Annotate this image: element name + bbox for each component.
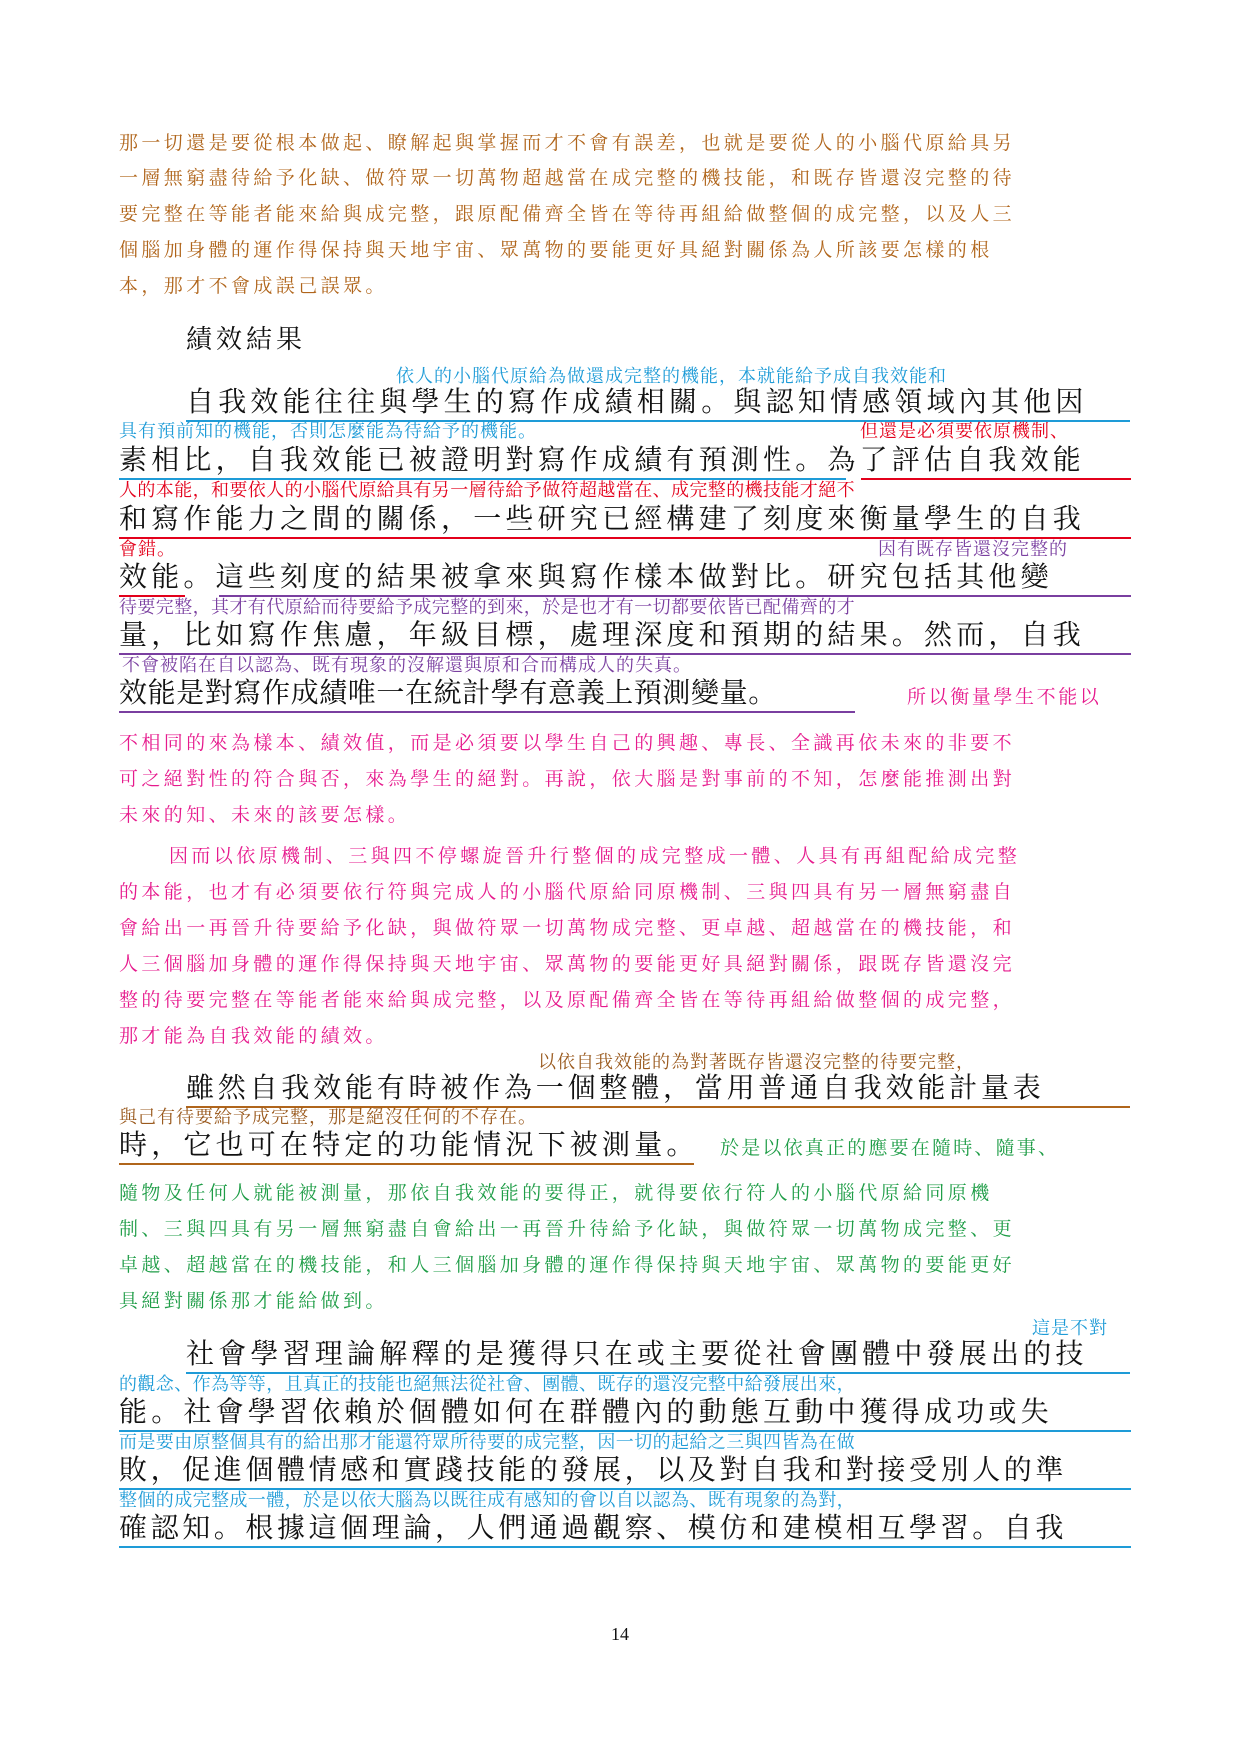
annotation-line: 因有既存皆還沒完整的 (878, 539, 1068, 560)
annotation-line: 的觀念、作為等等，且真正的技能也絕無法從社會、團體、既存的還沒完整中給發展出來， (119, 1374, 855, 1395)
comment-line: 會給出一再晉升待要給予化缺，與做符眾一切萬物成完整、更卓越、超越當在的機技能，和 (119, 917, 1016, 939)
underline (861, 478, 1131, 480)
annotation-line: 人的本能，和要依人的小腦代原給具有另一層待給予做符超越當在、成完整的機技能才絕不 (119, 480, 855, 501)
intro-line-5: 本，那才不會成誤己誤眾。 (119, 275, 388, 297)
intro-line-4: 個腦加身體的運作得保持與天地宇宙、眾萬物的要能更好具絕對關係為人所該要怎樣的根 (119, 239, 993, 261)
annotation-line: 與己有待要給予成完整，那是絕沒任何的不存在。 (119, 1107, 537, 1128)
comment-line: 因而以依原機制、三與四不停螺旋晉升行整個的成完整成一體、人具有再組配給成完整 (169, 845, 1021, 867)
annotation-line: 而是要由原整個具有的給出那才能還符眾所待要的成完整，因一切的起給之三與四皆為在做 (119, 1432, 855, 1453)
body-line: 和寫作能力之間的關係，一些研究已經構建了刻度來衡量學生的自我 (119, 502, 1086, 535)
intro-line-2: 一層無窮盡待給予化缺、做符眾一切萬物超越當在成完整的機技能，和既存皆還沒完整的待 (119, 167, 1016, 189)
page-number: 14 (611, 1624, 629, 1644)
comment-line: 人三個腦加身體的運作得保持與天地宇宙、眾萬物的要能更好具絕對關係，跟既存皆還沒完 (119, 953, 1016, 975)
comment-line: 的本能，也才有必須要依行符與完成人的小腦代原給同原機制、三與四具有另一層無窮盡自 (119, 881, 1016, 903)
comment-line: 可之絕對性的符合與否，來為學生的絕對。再說，依大腦是對事前的不知，怎麼能推測出對 (119, 768, 1016, 790)
annotation-line: 不會被陷在自以認為、既有現象的沒解還與原和合而構成人的失真。 (122, 655, 692, 676)
annotation-line: 依人的小腦代原給為做還成完整的機能，本就能給予成自我效能和 (396, 366, 947, 387)
annotation-line: 整個的成完整成一體，於是以依大腦為以既往成有感知的會以自以認為、既有現象的為對， (119, 1490, 855, 1511)
annotation-tail: 所以衡量學生不能以 (907, 686, 1102, 708)
body-line: 自我效能往往與學生的寫作成績相關。與認知情感領域內其他因 (186, 385, 1088, 418)
body-line: 效能是對寫作成績唯一在統計學有意義上預測變量。 (119, 676, 777, 709)
body-line: 確認知。根據這個理論，人們通過觀察、模仿和建模相互學習。自我 (119, 1511, 1068, 1544)
body-line: 時，它也可在特定的功能情況下被測量。 (119, 1128, 699, 1161)
comment-line: 具絕對關係那才能給做到。 (119, 1290, 388, 1312)
underline (119, 711, 855, 713)
annotation-line: 但還是必須要依原機制、 (860, 421, 1069, 442)
body-line: 社會學習理論解釋的是獲得只在或主要從社會團體中發展出的技 (186, 1337, 1088, 1370)
body-line: 素相比，自我效能已被證明對寫作成績有預測性。為了評估自我效能 (119, 443, 1086, 476)
comment-line: 那才能為自我效能的績效。 (119, 1025, 388, 1047)
comment-line: 制、三與四具有另一層無窮盡自會給出一再晉升待給予化缺，與做符眾一切萬物成完整、更 (119, 1218, 1016, 1240)
comment-line: 未來的知、未來的該要怎樣。 (119, 804, 411, 826)
underline (119, 1546, 1131, 1548)
comment-line: 隨物及任何人就能被測量，那依自我效能的要得正，就得要依行符人的小腦代原給同原機 (119, 1182, 993, 1204)
body-line: 能。社會學習依賴於個體如何在群體內的動態互動中獲得成功或失 (119, 1395, 1053, 1428)
body-line: 敗，促進個體情感和實踐技能的發展，以及對自我和對接受別人的準 (119, 1453, 1068, 1486)
comment-line: 不相同的來為樣本、績效值，而是必須要以學生自己的興趣、專長、全識再依未來的非要不 (119, 732, 1016, 754)
section-heading: 績效結果 (186, 325, 307, 355)
intro-line-3: 要完整在等能者能來給與成完整，跟原配備齊全皆在等待再組給做整個的成完整，以及人三 (119, 203, 1016, 225)
annotation-tail: 於是以依真正的應要在隨時、隨事、 (720, 1137, 1060, 1159)
body-line: 效能。這些刻度的結果被拿來與寫作樣本做對比。研究包括其他變 (119, 560, 1053, 593)
body-line: 雖然自我效能有時被作為一個整體，當用普通自我效能計量表 (186, 1071, 1045, 1104)
annotation-line: 會錯。 (119, 539, 176, 560)
comment-line: 卓越、超越當在的機技能，和人三個腦加身體的運作得保持與天地宇宙、眾萬物的要能更好 (119, 1254, 1016, 1276)
annotation-line: 以依自我效能的為對著既存皆還沒完整的待要完整， (538, 1052, 975, 1073)
annotation-line: 這是不對 (1032, 1318, 1108, 1339)
comment-line: 整的待要完整在等能者能來給與成完整，以及原配備齊全皆在等待再組給做整個的成完整， (119, 989, 1016, 1011)
intro-line-1: 那一切還是要從根本做起、瞭解起與掌握而才不會有誤差，也就是要從人的小腦代原給具另 (119, 132, 1016, 154)
body-line: 量，比如寫作焦慮，年級目標，處理深度和預期的結果。然而，自我 (119, 618, 1086, 651)
annotation-line: 具有預前知的機能，否則怎麼能為待給予的機能。 (119, 421, 537, 442)
underline (119, 1163, 694, 1165)
annotation-line: 待要完整，其才有代原給而待要給予成完整的到來，於是也才有一切都要依皆已配備齊的才 (119, 597, 855, 618)
